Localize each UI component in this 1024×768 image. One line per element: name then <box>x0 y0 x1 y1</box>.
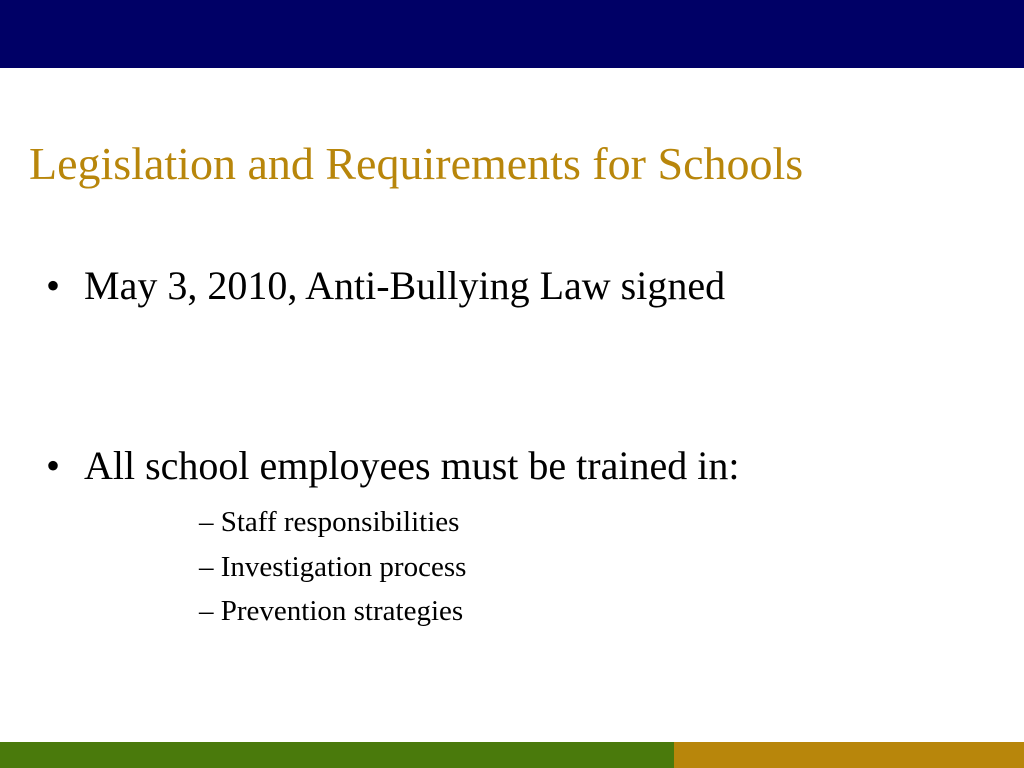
sub-bullet-item: – Investigation process <box>199 550 467 583</box>
footer-bar-gold-segment <box>674 742 1024 768</box>
footer-bar-green-segment <box>0 742 674 768</box>
sub-bullet-item: – Prevention strategies <box>199 595 464 627</box>
slide-title: Legislation and Requirements for Schools <box>29 138 804 189</box>
sub-bullet-item: – Staff responsibilities <box>199 506 460 538</box>
bullet-text: May 3, 2010, Anti-Bullying Law signed <box>84 263 726 308</box>
bullet-item <box>46 263 725 309</box>
bullet-marker: • <box>46 443 61 488</box>
bullet-marker: • <box>46 263 61 308</box>
bullet-text: All school employees must be trained in: <box>84 443 740 488</box>
bullet-item <box>46 443 739 489</box>
sub-bullet-list <box>199 500 466 634</box>
top-banner-bar <box>0 0 1024 68</box>
bottom-footer-bar <box>0 742 1024 768</box>
